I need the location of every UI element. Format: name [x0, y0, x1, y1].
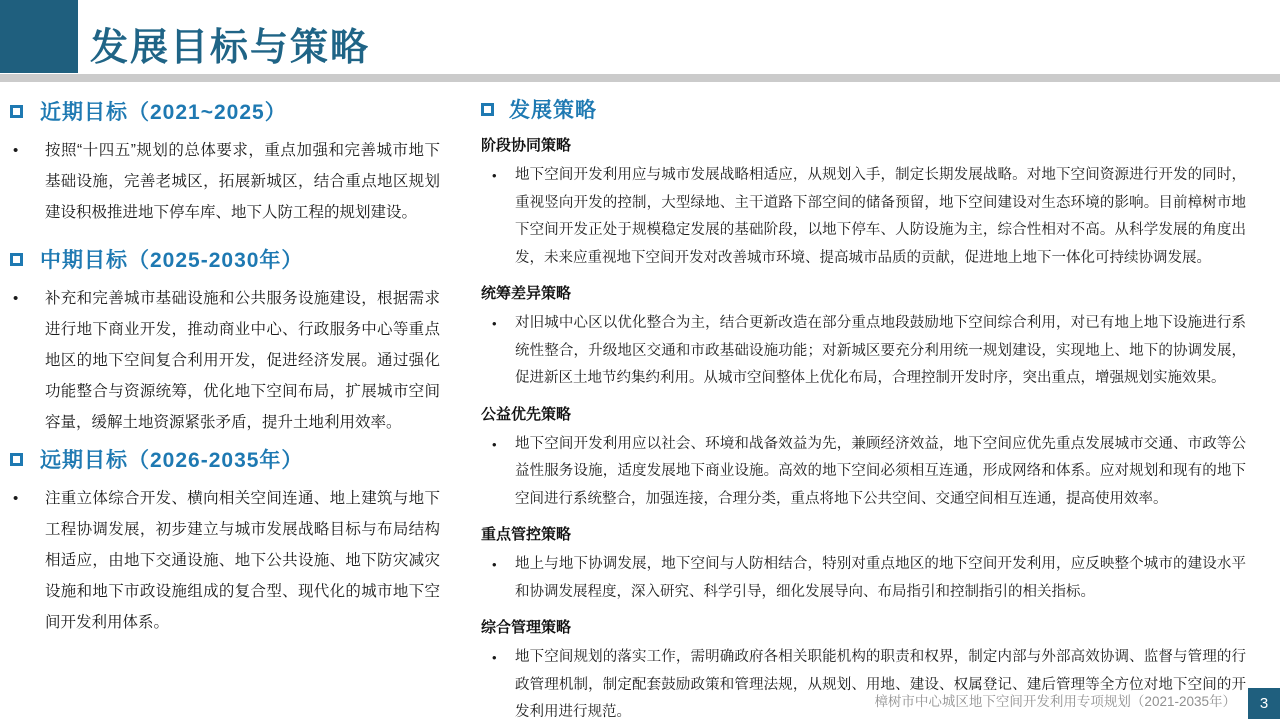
strategy-item	[481, 282, 1246, 393]
strategy-item	[481, 403, 1246, 514]
strategies-heading: 发展策略	[509, 99, 597, 122]
dot-bullet-icon: •	[13, 290, 19, 307]
goal-section-mid-term	[10, 244, 440, 438]
hollow-square-bullet-icon	[10, 105, 23, 118]
strategy-body	[481, 551, 1246, 606]
goal-section-near-term	[10, 96, 440, 228]
strategy-item	[481, 523, 1246, 606]
strategy-label: 重点管控策略	[481, 526, 572, 543]
goal-heading-row	[10, 96, 440, 126]
goal-body	[10, 283, 440, 438]
hollow-square-bullet-icon	[481, 103, 494, 116]
dot-bullet-icon: •	[492, 316, 497, 331]
dot-bullet-icon: •	[492, 436, 497, 452]
strategy-body-text: 对旧城中心区以优化整合为主，结合更新改造在部分重点地段鼓励地下空间综合利用，对已有地上地下设施进行系统性整合，升级地区交通和市政基础设施功能；对新城区要充分利用统一规划建设，实现地上、地下的协调发展，促进新区土地节约集约利用。从城市空间整体上优化布局，合理控制开发时序，突出重点，增强规划实施效果。	[515, 315, 1246, 386]
goal-body-text: 补充和完善城市基础设施和公共服务设施建设，根据需求进行地下商业开发，推动商业中心、行政服务中心等重点地区的地下空间复合利用开发，促进经济发展。通过强化功能整合与资源统筹，优化地下空间布局，扩展城市空间容量，缓解土地资源紧张矛盾，提升土地利用效率。	[45, 290, 440, 431]
dot-bullet-icon: •	[492, 168, 497, 183]
strategy-label: 公益优先策略	[481, 405, 572, 423]
goal-body	[10, 483, 440, 638]
strategy-body	[481, 431, 1246, 514]
strategy-body	[481, 310, 1246, 393]
dot-bullet-icon: •	[13, 490, 19, 507]
strategy-body-text: 地下空间规划的落实工作，需明确政府各相关职能机构的职责和权界，制定内部与外部高效协调、监督与管理的行政管理机制，制定配套鼓励政策和管理法规，从规划、用地、建设、权属登记、建后管理等全方位对地下空间的开发利用进行规范。	[515, 649, 1246, 720]
corner-accent-square	[0, 0, 78, 73]
dot-bullet-icon: •	[492, 650, 497, 665]
strategy-body	[481, 162, 1246, 272]
goal-body-text: 按照“十四五”规划的总体要求，重点加强和完善城市地下基础设施，完善老城区，拓展新城区，结合重点地区规划建设积极推进地下停车库、地下人防工程的规划建设。	[45, 142, 440, 221]
goal-body-text: 注重立体综合开发、横向相关空间连通、地上建筑与地下工程协调发展，初步建立与城市发展战略目标与布局结构相适应，由地下交通设施、地下公共设施、地下防灾减灾设施和地下市政设施组成的复合型、现代化的城市地下空间开发利用体系。	[45, 490, 440, 631]
strategy-label: 阶段协同策略	[481, 137, 572, 154]
goal-section-long-term	[10, 444, 440, 638]
goal-heading-row	[10, 244, 440, 274]
strategy-label: 综合管理策略	[481, 619, 572, 636]
header-divider-line	[0, 74, 1280, 82]
goal-heading-row	[10, 444, 440, 474]
page-number-badge: 3	[1248, 688, 1280, 719]
strategy-body-text: 地上与地下协调发展，地下空间与人防相结合，特别对重点地区的地下空间开发利用，应反映整个城市的建设水平和协调发展程度，深入研究、科学引导，细化发展导向、布局指引和控制指引的相关指标。	[515, 556, 1246, 600]
page-title: 发展目标与策略	[90, 27, 371, 69]
goal-heading: 近期目标（2021~2025）	[40, 101, 287, 124]
dot-bullet-icon: •	[492, 557, 497, 572]
footer-plan-title: 樟树市中心城区地下空间开发利用专项规划（2021-2035年）	[874, 694, 1236, 709]
strategy-body-text: 地下空间开发利用应与城市发展战略相适应，从规划入手，制定长期发展战略。对地下空间资源进行开发的同时，重视竖向开发的控制，大型绿地、主干道路下部空间的储备预留，地下空间建设对生态环境的影响。目前樟树市地下空间开发正处于规模稳定发展的基础阶段，以地下停车、人防设施为主，综合性相对不高。从科学发展的角度出发，未来应重视地下空间开发对改善城市环境、提高城市品质的贡献，促进地上地下一体化可持续协调发展。	[515, 167, 1246, 266]
strategy-body-text: 地下空间开发利用应以社会、环境和战备效益为先，兼顾经济效益，地下空间应优先重点发展城市交通、市政等公益性服务设施，适度发展地下商业设施。高效的地下空间必须相互连通，形成网络和体系。应对规划和现有的地下空间进行系统整合，加强连接，合理分类，重点将地下公共空间、交通空间相互连通，提高使用效率。	[515, 435, 1246, 507]
strategy-body	[481, 644, 1246, 727]
strategies-column	[481, 94, 1246, 727]
strategy-label: 统筹差异策略	[481, 285, 572, 302]
dot-bullet-icon: •	[13, 142, 19, 159]
goal-body	[10, 135, 440, 228]
hollow-square-bullet-icon	[10, 253, 23, 266]
hollow-square-bullet-icon	[10, 453, 23, 466]
goal-heading: 中期目标（2025-2030年）	[40, 249, 304, 272]
strategy-item	[481, 134, 1246, 272]
goal-heading: 远期目标（2026-2035年）	[40, 449, 304, 472]
strategies-heading-row	[481, 94, 1246, 124]
